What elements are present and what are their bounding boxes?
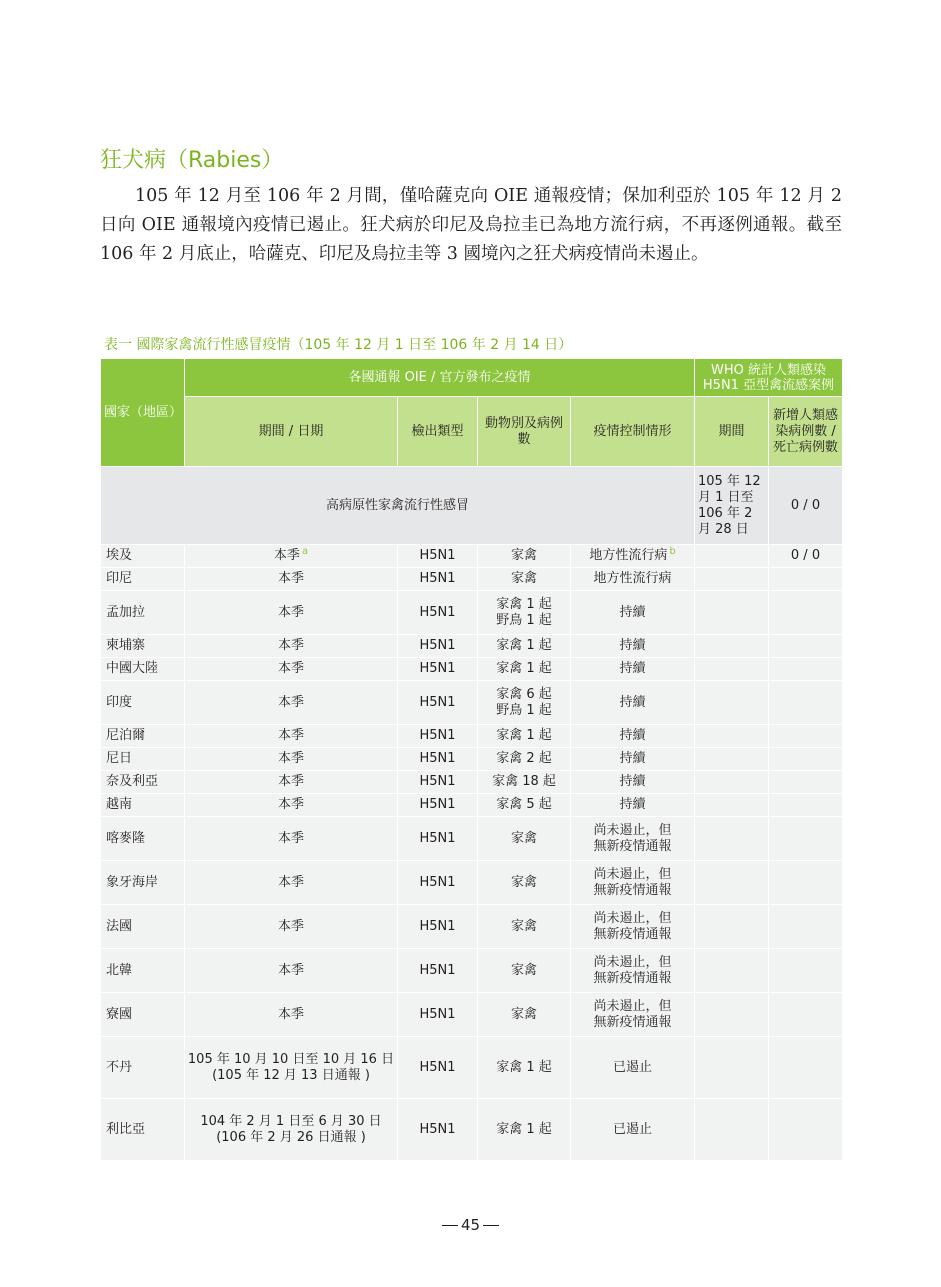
table-row [101,591,843,635]
cell-period [185,545,398,568]
cell-who-period [695,861,769,905]
cell-type-text: H5N1 [419,638,456,653]
cell-control [571,1099,695,1161]
cell-animal [478,993,571,1037]
cell-country-text: 印度 [106,694,133,710]
cell-period-text: 本季 [277,874,304,890]
table-row [101,725,843,748]
cell-control-text: 尚未遏止，但 無新疫情通報 [593,866,672,898]
cell-period-text: 105 年 10 月 10 日至 10 月 16 日 (105 年 12 月 13 日通報 ) [187,1051,395,1083]
footnote-marker: a [301,545,309,557]
cell-animal [478,905,571,949]
cell-type [398,861,478,905]
cell-control [571,591,695,635]
cell-control [571,949,695,993]
cell-who-cases [769,591,843,635]
cell-type-text: H5N1 [419,571,456,586]
band-label: 高病原性家禽流行性感冒 [101,467,695,545]
cell-country-text: 奈及利亞 [106,774,159,789]
cell-control [571,681,695,725]
cell-period [185,771,398,794]
header-animal: 動物別及病例數 [478,397,571,467]
cell-who-cases [769,635,843,658]
cell-country [101,1099,185,1161]
header-who-group: WHO 統計人類感染 H5N1 亞型禽流感案例 [695,359,843,397]
cell-period-text: 本季 [277,962,304,978]
cell-type-text: H5N1 [419,1006,456,1022]
cell-period-text: 本季 [277,774,304,789]
cell-who-cases [769,748,843,771]
table-body [101,467,843,1161]
table-row [101,748,843,771]
cell-control-text: 尚未遏止，但 無新疫情通報 [593,822,672,854]
page-number-value: 45 [460,1216,481,1234]
cell-animal [478,635,571,658]
cell-control-text: 地方性流行病 [593,571,672,586]
cell-period [185,725,398,748]
dash-left [442,1225,458,1226]
table-row [101,1037,843,1099]
header-control: 疫情控制情形 [571,397,695,467]
cell-who-cases [769,861,843,905]
cell-type [398,635,478,658]
poultry-influenza-table [100,358,843,1161]
cell-control [571,1037,695,1099]
cell-period-text: 本季 [277,638,304,653]
cell-type [398,1037,478,1099]
cell-animal-text: 家禽 1 起 [496,638,552,653]
cell-type [398,949,478,993]
cell-control [571,725,695,748]
table-row [101,568,843,591]
cell-who-period [695,1037,769,1099]
cell-type [398,681,478,725]
cell-who-cases [769,794,843,817]
cell-control [571,861,695,905]
header-type: 檢出類型 [398,397,478,467]
cell-country-text: 不丹 [106,1059,133,1075]
cell-who-period [695,591,769,635]
cell-animal [478,748,571,771]
cell-country-text: 印尼 [106,571,133,586]
cell-type [398,817,478,861]
cell-period-text: 本季 [273,548,300,563]
cell-who-period [695,681,769,725]
cell-animal-text: 家禽 1 起 [496,661,552,676]
cell-period-text: 本季 [277,751,304,766]
cell-country [101,658,185,681]
cell-period [185,1037,398,1099]
band-who-period: 105 年 12 月 1 日至 106 年 2 月 28 日 [695,467,769,545]
cell-who-cases [769,905,843,949]
cell-country-text: 象牙海岸 [106,874,159,890]
cell-type-text: H5N1 [419,774,456,789]
header-period: 期間 / 日期 [185,397,398,467]
cell-country [101,905,185,949]
cell-type [398,591,478,635]
cell-type-text: H5N1 [419,797,456,812]
cell-who-cases [769,545,843,568]
cell-country-text: 柬埔寨 [106,638,146,653]
cell-type [398,794,478,817]
cell-period-text: 本季 [277,797,304,812]
cell-country-text: 法國 [106,918,133,934]
cell-animal-text: 家禽 18 起 [492,774,556,789]
cell-type-text: H5N1 [419,694,456,710]
table-band-row [101,467,843,545]
cell-control-text: 尚未遏止，但 無新疫情通報 [593,910,672,942]
cell-animal-text: 家禽 1 起 野鳥 1 起 [496,596,552,628]
cell-animal-text: 家禽 5 起 [496,797,552,812]
cell-period [185,949,398,993]
table-row [101,771,843,794]
cell-control-text: 持續 [619,604,646,620]
cell-animal [478,681,571,725]
cell-animal-text: 家禽 1 起 [496,728,552,743]
cell-who-cases-text: 0 / 0 [790,548,821,563]
cell-animal-text: 家禽 [510,548,537,563]
table-row [101,861,843,905]
cell-country [101,771,185,794]
cell-country-text: 孟加拉 [106,604,146,620]
cell-who-period [695,658,769,681]
cell-control [571,635,695,658]
cell-animal-text: 家禽 [510,962,537,978]
cell-country-text: 北韓 [106,962,133,978]
cell-type-text: H5N1 [419,918,456,934]
cell-control [571,771,695,794]
cell-animal-text: 家禽 [510,571,537,586]
cell-who-period [695,905,769,949]
cell-control-text: 地方性流行病 [589,548,668,563]
cell-type [398,568,478,591]
section-title: 狂犬病（Rabies） [100,148,284,173]
cell-period [185,794,398,817]
table-row [101,794,843,817]
cell-who-cases [769,568,843,591]
cell-animal [478,817,571,861]
cell-animal [478,568,571,591]
cell-period [185,568,398,591]
cell-country [101,748,185,771]
cell-control-text: 持續 [619,797,646,812]
cell-control [571,545,695,568]
cell-who-cases [769,993,843,1037]
cell-period [185,681,398,725]
cell-country-text: 中國大陸 [106,661,159,676]
cell-who-period [695,635,769,658]
cell-period-text: 本季 [277,1006,304,1022]
cell-who-period [695,949,769,993]
cell-control-text: 尚未遏止，但 無新疫情通報 [593,954,672,986]
table-row [101,681,843,725]
cell-animal [478,591,571,635]
cell-animal [478,545,571,568]
cell-period-text: 本季 [277,830,304,846]
cell-type-text: H5N1 [419,604,456,620]
table-row [101,1099,843,1161]
cell-country-text: 埃及 [106,548,133,563]
cell-country [101,817,185,861]
cell-country-text: 寮國 [106,1006,133,1022]
cell-country-text: 利比亞 [106,1121,146,1137]
cell-type [398,905,478,949]
cell-control-text: 尚未遏止，但 無新疫情通報 [593,998,672,1030]
cell-country [101,993,185,1037]
table-caption: 表一 國際家禽流行性感冒疫情（105 年 12 月 1 日至 106 年 2 月 14 日） [104,337,573,353]
cell-period-text: 本季 [277,728,304,743]
table-row [101,817,843,861]
cell-who-period [695,817,769,861]
cell-country [101,949,185,993]
cell-animal [478,1099,571,1161]
cell-country [101,568,185,591]
cell-country [101,794,185,817]
cell-control-text: 持續 [619,728,646,743]
cell-period [185,993,398,1037]
cell-country [101,681,185,725]
footnote-marker: b [669,545,676,557]
cell-type [398,748,478,771]
table-row [101,635,843,658]
cell-type-text: H5N1 [419,874,456,890]
cell-country-text: 越南 [106,797,133,812]
cell-animal [478,771,571,794]
cell-period [185,591,398,635]
cell-type-text: H5N1 [419,830,456,846]
cell-type-text: H5N1 [419,1059,456,1075]
cell-type [398,545,478,568]
cell-country-text: 喀麥隆 [106,830,146,846]
cell-country-text: 尼日 [106,751,133,766]
cell-animal [478,794,571,817]
cell-control [571,658,695,681]
header-who-cases: 新增人類感染病例數 / 死亡病例數 [769,397,843,467]
cell-who-period [695,771,769,794]
cell-control-text: 已遏止 [612,1121,652,1137]
cell-control [571,817,695,861]
cell-animal [478,658,571,681]
cell-country [101,861,185,905]
cell-animal-text: 家禽 2 起 [496,751,552,766]
cell-type [398,658,478,681]
cell-animal-text: 家禽 [510,830,537,846]
cell-control-text: 持續 [619,774,646,789]
header-who-period: 期間 [695,397,769,467]
cell-type [398,993,478,1037]
cell-control-text: 持續 [619,694,646,710]
cell-period-text: 本季 [277,604,304,620]
cell-animal [478,1037,571,1099]
cell-who-cases [769,681,843,725]
cell-animal-text: 家禽 6 起 野鳥 1 起 [496,686,552,718]
cell-control-text: 持續 [619,661,646,676]
table-row [101,993,843,1037]
cell-animal [478,725,571,748]
cell-who-cases [769,949,843,993]
cell-who-cases [769,817,843,861]
cell-type-text: H5N1 [419,548,456,563]
cell-who-period [695,993,769,1037]
cell-period [185,1099,398,1161]
section-paragraph: 105 年 12 月至 106 年 2 月間，僅哈薩克向 OIE 通報疫情；保加利亞於 105 年 12 月 2 日向 OIE 通報境內疫情已遏止。狂犬病於印尼及烏拉圭已為地方流行病，不再逐例通報。截至 106 年 2 月底止，哈薩克、印尼及烏拉圭等 3 國境內之狂犬病疫情尚未遏止。 [100,186,842,264]
table-row [101,658,843,681]
cell-period [185,658,398,681]
cell-control [571,794,695,817]
cell-type-text: H5N1 [419,751,456,766]
cell-type [398,771,478,794]
cell-type-text: H5N1 [419,728,456,743]
cell-control [571,748,695,771]
cell-period [185,748,398,771]
cell-animal-text: 家禽 1 起 [496,1121,552,1137]
cell-who-cases [769,771,843,794]
cell-who-period [695,748,769,771]
table-row [101,949,843,993]
cell-type [398,725,478,748]
cell-period-text: 本季 [277,661,304,676]
cell-control [571,905,695,949]
cell-country [101,545,185,568]
cell-country-text: 尼泊爾 [106,728,146,743]
dash-right [483,1225,499,1226]
cell-period-text: 本季 [277,571,304,586]
cell-animal-text: 家禽 [510,1006,537,1022]
cell-who-period [695,545,769,568]
cell-period-text: 本季 [277,918,304,934]
cell-who-period [695,725,769,748]
cell-who-period [695,1099,769,1161]
cell-period [185,817,398,861]
cell-animal [478,949,571,993]
cell-control-text: 已遏止 [612,1059,652,1075]
cell-control [571,993,695,1037]
cell-period [185,905,398,949]
cell-animal-text: 家禽 1 起 [496,1059,552,1075]
cell-country [101,1037,185,1099]
page-number [0,1216,941,1234]
cell-country [101,635,185,658]
cell-type-text: H5N1 [419,962,456,978]
cell-period-text: 本季 [277,694,304,710]
cell-animal-text: 家禽 [510,918,537,934]
cell-control-text: 持續 [619,638,646,653]
band-who-cases: 0 / 0 [769,467,843,545]
cell-control [571,568,695,591]
cell-period [185,635,398,658]
cell-who-cases [769,658,843,681]
cell-animal-text: 家禽 [510,874,537,890]
cell-control-text: 持續 [619,751,646,766]
cell-who-cases [769,1037,843,1099]
cell-who-cases [769,725,843,748]
cell-who-cases [769,1099,843,1161]
table-row [101,545,843,568]
cell-type-text: H5N1 [419,1121,456,1137]
cell-animal [478,861,571,905]
cell-period-text: 104 年 2 月 1 日至 6 月 30 日 (106 年 2 月 26 日通報 ) [200,1113,382,1145]
cell-period [185,861,398,905]
header-country: 國家（地區） [101,359,185,467]
cell-type-text: H5N1 [419,661,456,676]
cell-who-period [695,794,769,817]
cell-type [398,1099,478,1161]
table-row [101,905,843,949]
cell-country [101,591,185,635]
header-oie-group: 各國通報 OIE / 官方發布之疫情 [185,359,695,397]
cell-who-period [695,568,769,591]
cell-country [101,725,185,748]
